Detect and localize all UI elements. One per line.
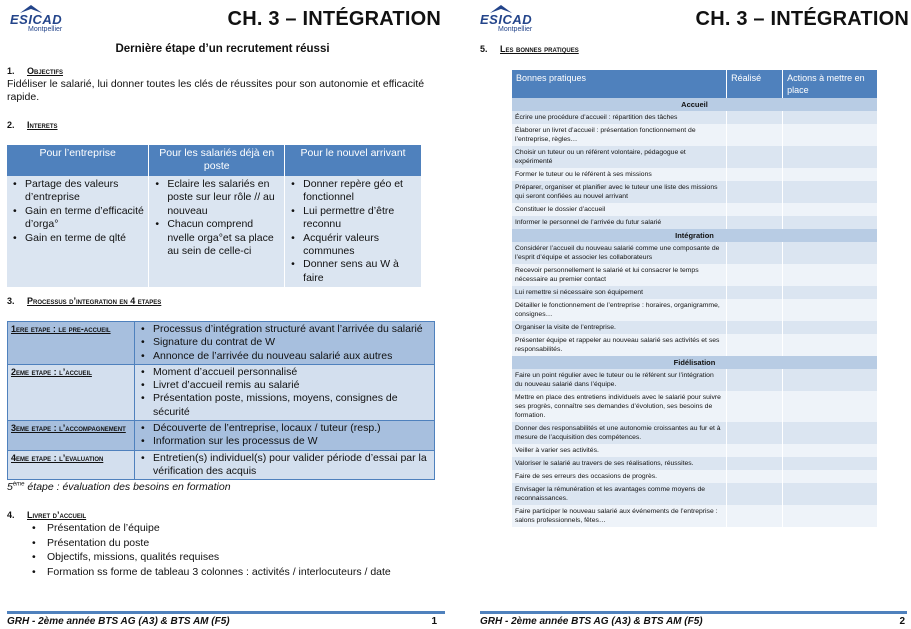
section-number: 3. (7, 296, 15, 306)
bp-realise-cell[interactable] (727, 181, 783, 203)
bp-group-row (512, 98, 878, 111)
list-item: • Information sur les processus de W (139, 435, 431, 448)
bp-table-body (512, 98, 878, 527)
section-processus (7, 296, 161, 306)
interests-header-arrivant: Pour le nouvel arrivant (285, 145, 422, 176)
bp-practice-cell: Mettre en place des entretiens individuels avec le salarié pour suivre ses progrès, connaître ses demandes d’évolution, ses besoins de formation. (512, 391, 727, 422)
bp-practice-cell: Présenter équipe et rappeler au nouveau salarié ses activités et ses responsabilités. (512, 334, 727, 356)
bp-group-title: Fidélisation (512, 356, 878, 369)
bp-realise-cell[interactable] (727, 391, 783, 422)
section-title: Objectifs (27, 66, 64, 76)
list-item: • Chacun comprend nvelle orga°et sa place au sein de celle-ci (153, 218, 280, 258)
bp-realise-cell[interactable] (727, 124, 783, 146)
bp-practice-cell: Recevoir personnellement le salarié et lui consacrer le temps nécessaire au premier contact (512, 264, 727, 286)
list-item: • Découverte de l’entreprise, locaux / tuteur (resp.) (139, 422, 431, 435)
bp-realise-cell[interactable] (727, 422, 783, 444)
interests-header-entreprise: Pour l’entreprise (7, 145, 149, 176)
bp-actions-cell[interactable] (783, 203, 878, 216)
objectifs-text: Fidéliser le salarié, lui donner toutes les clés de réussites pour son autonomie et efficacité rapide. (7, 78, 425, 103)
table-row (512, 391, 878, 422)
table-row (8, 450, 435, 480)
bp-realise-cell[interactable] (727, 216, 783, 229)
bp-actions-cell[interactable] (783, 422, 878, 444)
esicad-logo (8, 4, 80, 34)
bp-realise-cell[interactable] (727, 146, 783, 168)
bp-practice-cell: Organiser la visite de l’entreprise. (512, 321, 727, 334)
bp-actions-cell[interactable] (783, 391, 878, 422)
bp-group-title: Accueil (512, 98, 878, 111)
list-item: • Moment d’accueil personnalisé (139, 366, 431, 379)
page-footer (7, 616, 437, 627)
step-description (135, 322, 435, 365)
table-row (512, 146, 878, 168)
bp-group-row (512, 356, 878, 369)
bp-practice-cell: Donner des responsabilités et une autonomie croissantes au fur et à mesure de l’acquisition des compétences. (512, 422, 727, 444)
list-item: • Présentation du poste (32, 536, 391, 551)
list-item: • Lui permettre d’être reconnu (289, 205, 417, 232)
bp-practice-cell: Constituer le dossier d’accueil (512, 203, 727, 216)
bp-actions-cell[interactable] (783, 168, 878, 181)
list-item: • Formation ss forme de tableau 3 colonnes : activités / interlocuteurs / date (32, 565, 391, 580)
bonnes-pratiques-table (512, 70, 878, 527)
fifth-step-note (7, 481, 231, 493)
bp-realise-cell[interactable] (727, 444, 783, 457)
list-item: • Livret d’accueil remis au salarié (139, 379, 431, 392)
list-item: • Eclaire les salariés en poste sur leur rôle // au nouveau (153, 178, 280, 218)
interests-col-entreprise (7, 176, 149, 287)
list-item: • Partage des valeurs d’entreprise (11, 178, 144, 205)
table-row (512, 124, 878, 146)
section-number: 5. (480, 44, 488, 54)
table-row (512, 505, 878, 527)
bp-realise-cell[interactable] (727, 457, 783, 470)
table-row (512, 470, 878, 483)
bp-realise-cell[interactable] (727, 242, 783, 264)
esicad-logo (478, 4, 550, 34)
bp-practice-cell: Former le tuteur ou le référent à ses missions (512, 168, 727, 181)
list-item: • Processus d’intégration structuré avant l’arrivée du salarié (139, 323, 431, 336)
bp-actions-cell[interactable] (783, 444, 878, 457)
fifth-step-sup: ème (12, 481, 25, 488)
page-number: 2 (899, 616, 905, 627)
section-title: Les bonnes pratiques (500, 44, 579, 54)
bp-practice-cell: Faire participer le nouveau salarié aux événements de l’entreprise : salons professionnels, fêtes… (512, 505, 727, 527)
table-row (512, 422, 878, 444)
list-item: • Donner repère géo et fonctionnel (289, 178, 417, 205)
table-row (512, 369, 878, 391)
bp-header-pratiques: Bonnes pratiques (512, 70, 727, 98)
bp-realise-cell[interactable] (727, 483, 783, 505)
step-label: 1ere etape : le pre-accueil (8, 322, 135, 365)
bp-actions-cell[interactable] (783, 124, 878, 146)
table-row (512, 444, 878, 457)
bp-realise-cell[interactable] (727, 369, 783, 391)
bp-practice-cell: Écrire une procédure d’accueil : répartition des tâches (512, 111, 727, 124)
bp-realise-cell[interactable] (727, 334, 783, 356)
bp-realise-cell[interactable] (727, 264, 783, 286)
page-subtitle: Dernière étape d’un recrutement réussi (115, 43, 330, 55)
bp-actions-cell[interactable] (783, 299, 878, 321)
bp-actions-cell[interactable] (783, 286, 878, 299)
list-item: • Présentation de l’équipe (32, 521, 391, 536)
section-title: Interets (27, 120, 58, 130)
section-number: 4. (7, 510, 15, 520)
bp-actions-cell[interactable] (783, 111, 878, 124)
table-row (512, 334, 878, 356)
section-number: 2. (7, 120, 15, 130)
list-item: • Gain en terme de qlté (11, 232, 144, 245)
interests-table (7, 145, 422, 287)
step-label: 4eme etape : l’evaluation (8, 450, 135, 480)
table-row (512, 168, 878, 181)
chapter-title: CH. 3 – INTÉGRATION (695, 8, 909, 30)
table-row (512, 299, 878, 321)
logo-city: Montpellier (28, 26, 63, 33)
step-description (135, 364, 435, 420)
bp-realise-cell[interactable] (727, 203, 783, 216)
bp-actions-cell[interactable] (783, 470, 878, 483)
chapter-title: CH. 3 – INTÉGRATION (227, 8, 441, 30)
bp-practice-cell: Lui remettre si nécessaire son équipement (512, 286, 727, 299)
footer-text: GRH - 2ème année BTS AG (A3) & BTS AM (F5) (480, 616, 703, 627)
bp-header-actions: Actions à mettre en place (783, 70, 878, 98)
table-row (512, 203, 878, 216)
bp-actions-cell[interactable] (783, 216, 878, 229)
footer-rule (7, 611, 445, 614)
bp-actions-cell[interactable] (783, 264, 878, 286)
fifth-step-text: étape : évaluation des besoins en formation (24, 481, 231, 493)
section-livret (7, 510, 86, 520)
bp-practice-cell: Détailler le fonctionnement de l’entreprise : horaires, organigramme, consignes… (512, 299, 727, 321)
list-item: • Gain en terme d’efficacité d’orga° (11, 205, 144, 232)
logo-text: ESICAD (480, 12, 533, 27)
step-description (135, 450, 435, 480)
footer-text: GRH - 2ème année BTS AG (A3) & BTS AM (F5) (7, 616, 230, 627)
bp-actions-cell[interactable] (783, 321, 878, 334)
table-row (8, 421, 435, 451)
bp-realise-cell[interactable] (727, 168, 783, 181)
page-2 (470, 0, 911, 629)
bp-realise-cell[interactable] (727, 111, 783, 124)
table-row (512, 457, 878, 470)
step-label: 3eme etape : l’accompagnement (8, 421, 135, 451)
bp-group-row (512, 229, 878, 242)
list-item: • Présentation poste, missions, moyens, consignes de sécurité (139, 392, 431, 419)
bp-practice-cell: Considérer l’accueil du nouveau salarié comme une composante de l’esprit d’équipe et associer les collaborateurs (512, 242, 727, 264)
steps-table (7, 321, 435, 480)
section-objectifs (7, 66, 63, 76)
bp-header-realise: Réalisé (727, 70, 783, 98)
interests-col-salaries (149, 176, 285, 287)
list-item: • Annonce de l’arrivée du nouveau salarié aux autres (139, 350, 431, 363)
table-row (512, 242, 878, 264)
section-title: Livret d’accueil (27, 510, 87, 520)
bp-realise-cell[interactable] (727, 505, 783, 527)
list-item: • Donner sens au W à faire (289, 258, 417, 285)
section-bonnes-pratiques (480, 44, 579, 54)
interests-col-arrivant (285, 176, 422, 287)
bp-practice-cell: Veiller à varier ses activités. (512, 444, 727, 457)
bp-actions-cell[interactable] (783, 505, 878, 527)
list-item: • Objectifs, missions, qualités requises (32, 550, 391, 565)
section-number: 1. (7, 66, 15, 76)
bp-practice-cell: Informer le personnel de l’arrivée du futur salarié (512, 216, 727, 229)
table-row (8, 322, 435, 365)
bp-actions-cell[interactable] (783, 457, 878, 470)
bp-practice-cell: Valoriser le salarié au travers de ses réalisations, réussites. (512, 457, 727, 470)
bp-practice-cell: Envisager la rémunération et les avantages comme moyens de reconnaissances. (512, 483, 727, 505)
footer-rule (480, 611, 907, 614)
fifth-step-number: 5 (7, 481, 13, 493)
table-row (8, 364, 435, 420)
interests-header-salaries: Pour les salariés déjà en poste (149, 145, 285, 176)
bp-actions-cell[interactable] (783, 483, 878, 505)
bp-practice-cell: Choisir un tuteur ou un référent volontaire, pédagogue et expérimenté (512, 146, 727, 168)
section-interets (7, 120, 58, 130)
bp-realise-cell[interactable] (727, 286, 783, 299)
bp-actions-cell[interactable] (783, 146, 878, 168)
bp-realise-cell[interactable] (727, 470, 783, 483)
bp-practice-cell: Faire de ses erreurs des occasions de progrès. (512, 470, 727, 483)
page-footer (480, 616, 905, 627)
bp-realise-cell[interactable] (727, 321, 783, 334)
table-row (512, 111, 878, 124)
table-row (512, 181, 878, 203)
bp-realise-cell[interactable] (727, 299, 783, 321)
table-row (512, 483, 878, 505)
bp-actions-cell[interactable] (783, 242, 878, 264)
bp-actions-cell[interactable] (783, 181, 878, 203)
list-item: • Acquérir valeurs communes (289, 232, 417, 259)
step-description (135, 421, 435, 451)
bp-actions-cell[interactable] (783, 369, 878, 391)
table-row (512, 216, 878, 229)
bp-group-title: Intégration (512, 229, 878, 242)
table-row (512, 264, 878, 286)
list-item: • Entretien(s) individuel(s) pour valider période d’essai par la vérification des acquis (139, 452, 431, 479)
section-title: Processus d’integration en 4 etapes (27, 296, 162, 306)
step-label: 2eme etape : l’accueil (8, 364, 135, 420)
bp-practice-cell: Préparer, organiser et planifier avec le tuteur une liste des missions qui seront confiées au nouvel arrivant (512, 181, 727, 203)
logo-text: ESICAD (10, 12, 63, 27)
page-1 (0, 0, 455, 629)
page-number: 1 (431, 616, 437, 627)
bp-practice-cell: Élaborer un livret d’accueil : présentation fonctionnement de l’entreprise, règles… (512, 124, 727, 146)
list-item: • Signature du contrat de W (139, 336, 431, 349)
table-row (512, 321, 878, 334)
bp-actions-cell[interactable] (783, 334, 878, 356)
logo-city: Montpellier (498, 26, 533, 33)
bp-practice-cell: Faire un point régulier avec le tuteur ou le référent sur l’intégration du nouveau salarié dans l’équipe. (512, 369, 727, 391)
table-row (512, 286, 878, 299)
livret-list (32, 521, 391, 579)
